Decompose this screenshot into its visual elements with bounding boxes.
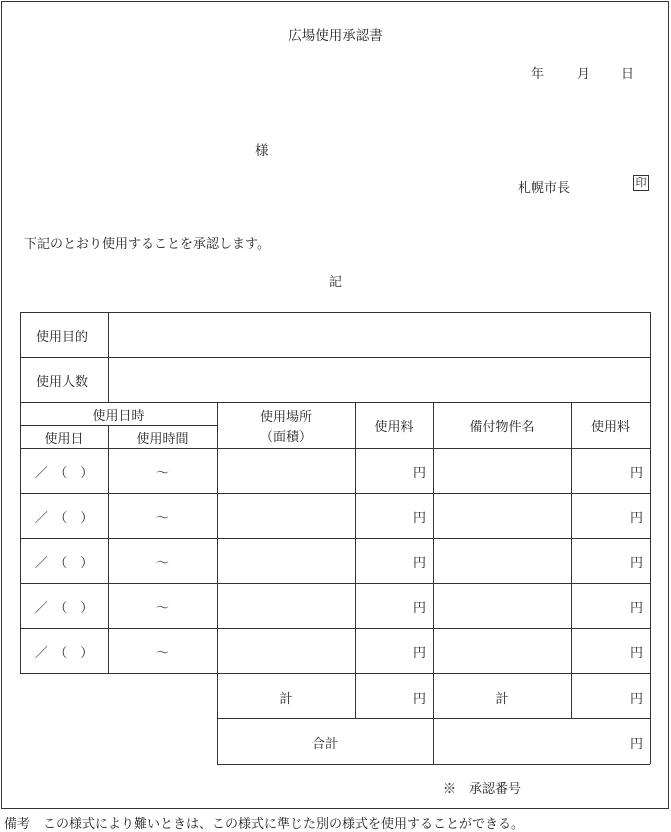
row-time: ～ <box>155 511 169 526</box>
row-fee-unit: 円 <box>412 466 426 481</box>
row-time: ～ <box>155 556 169 571</box>
datetime-label: 使用日時 <box>92 409 145 424</box>
row-time: ～ <box>155 601 169 616</box>
people-label: 使用人数 <box>36 375 89 390</box>
total-unit: 円 <box>629 737 643 752</box>
subtotal2-label: 計 <box>495 692 509 707</box>
subtotal2-unit: 円 <box>629 692 643 707</box>
total-label: 合計 <box>311 737 338 752</box>
row-time: ～ <box>155 466 169 481</box>
footnote: 備考 この様式により難いときは、この様式に準じた別の様式を使用することができる。 <box>4 817 525 832</box>
row-fee-unit: 円 <box>412 646 426 661</box>
table-line <box>650 312 651 764</box>
table-line <box>20 425 217 426</box>
subtotal-unit: 円 <box>412 692 426 707</box>
table-line <box>20 312 21 673</box>
table-line <box>217 402 218 764</box>
row-fee-unit: 円 <box>412 601 426 616</box>
date-column-label: 使用日 <box>44 432 84 447</box>
row-fee2-unit: 円 <box>629 646 643 661</box>
subtotal-label: 計 <box>279 692 293 707</box>
fee-label: 使用料 <box>374 420 414 435</box>
row-fee2-unit: 円 <box>629 601 643 616</box>
table-line <box>20 673 650 674</box>
row-date: ／ （ ） <box>34 646 94 661</box>
place-label: 使用場所 <box>259 410 312 425</box>
row-fee-unit: 円 <box>412 511 426 526</box>
row-fee-unit: 円 <box>412 556 426 571</box>
row-date: ／ （ ） <box>34 556 94 571</box>
table-line <box>20 583 650 584</box>
table-line <box>20 402 650 403</box>
purpose-label: 使用目的 <box>36 330 89 345</box>
table-line <box>217 764 650 765</box>
row-time: ～ <box>155 646 169 661</box>
addressee-suffix: 様 <box>255 143 269 159</box>
table-line <box>20 628 650 629</box>
approval-statement: 下記のとおり使用することを承認します。 <box>24 237 270 252</box>
table-line <box>20 448 650 449</box>
time-column-label: 使用時間 <box>136 432 189 447</box>
ki-heading: 記 <box>328 275 342 290</box>
row-fee2-unit: 円 <box>629 511 643 526</box>
fee2-label: 使用料 <box>590 420 630 435</box>
row-fee2-unit: 円 <box>629 466 643 481</box>
table-line <box>20 357 650 358</box>
approval-number-label: ※ 承認番号 <box>443 782 522 797</box>
seal-stamp: 印 <box>633 175 649 191</box>
table-line <box>20 493 650 494</box>
row-date: ／ （ ） <box>34 511 94 526</box>
row-date: ／ （ ） <box>34 601 94 616</box>
date-day-label: 日 <box>621 67 635 82</box>
place-sub-label: （面積） <box>259 430 312 445</box>
table-line <box>20 538 650 539</box>
equipment-label: 備付物件名 <box>469 420 535 435</box>
issuer-name: 札幌市長 <box>518 181 571 196</box>
date-year-label: 年 <box>531 67 545 82</box>
form-title: 広場使用承認書 <box>288 28 383 44</box>
row-date: ／ （ ） <box>34 466 94 481</box>
row-fee2-unit: 円 <box>629 556 643 571</box>
table-line <box>20 312 650 313</box>
table-line <box>108 312 109 402</box>
date-month-label: 月 <box>577 67 591 82</box>
table-line <box>433 402 434 764</box>
